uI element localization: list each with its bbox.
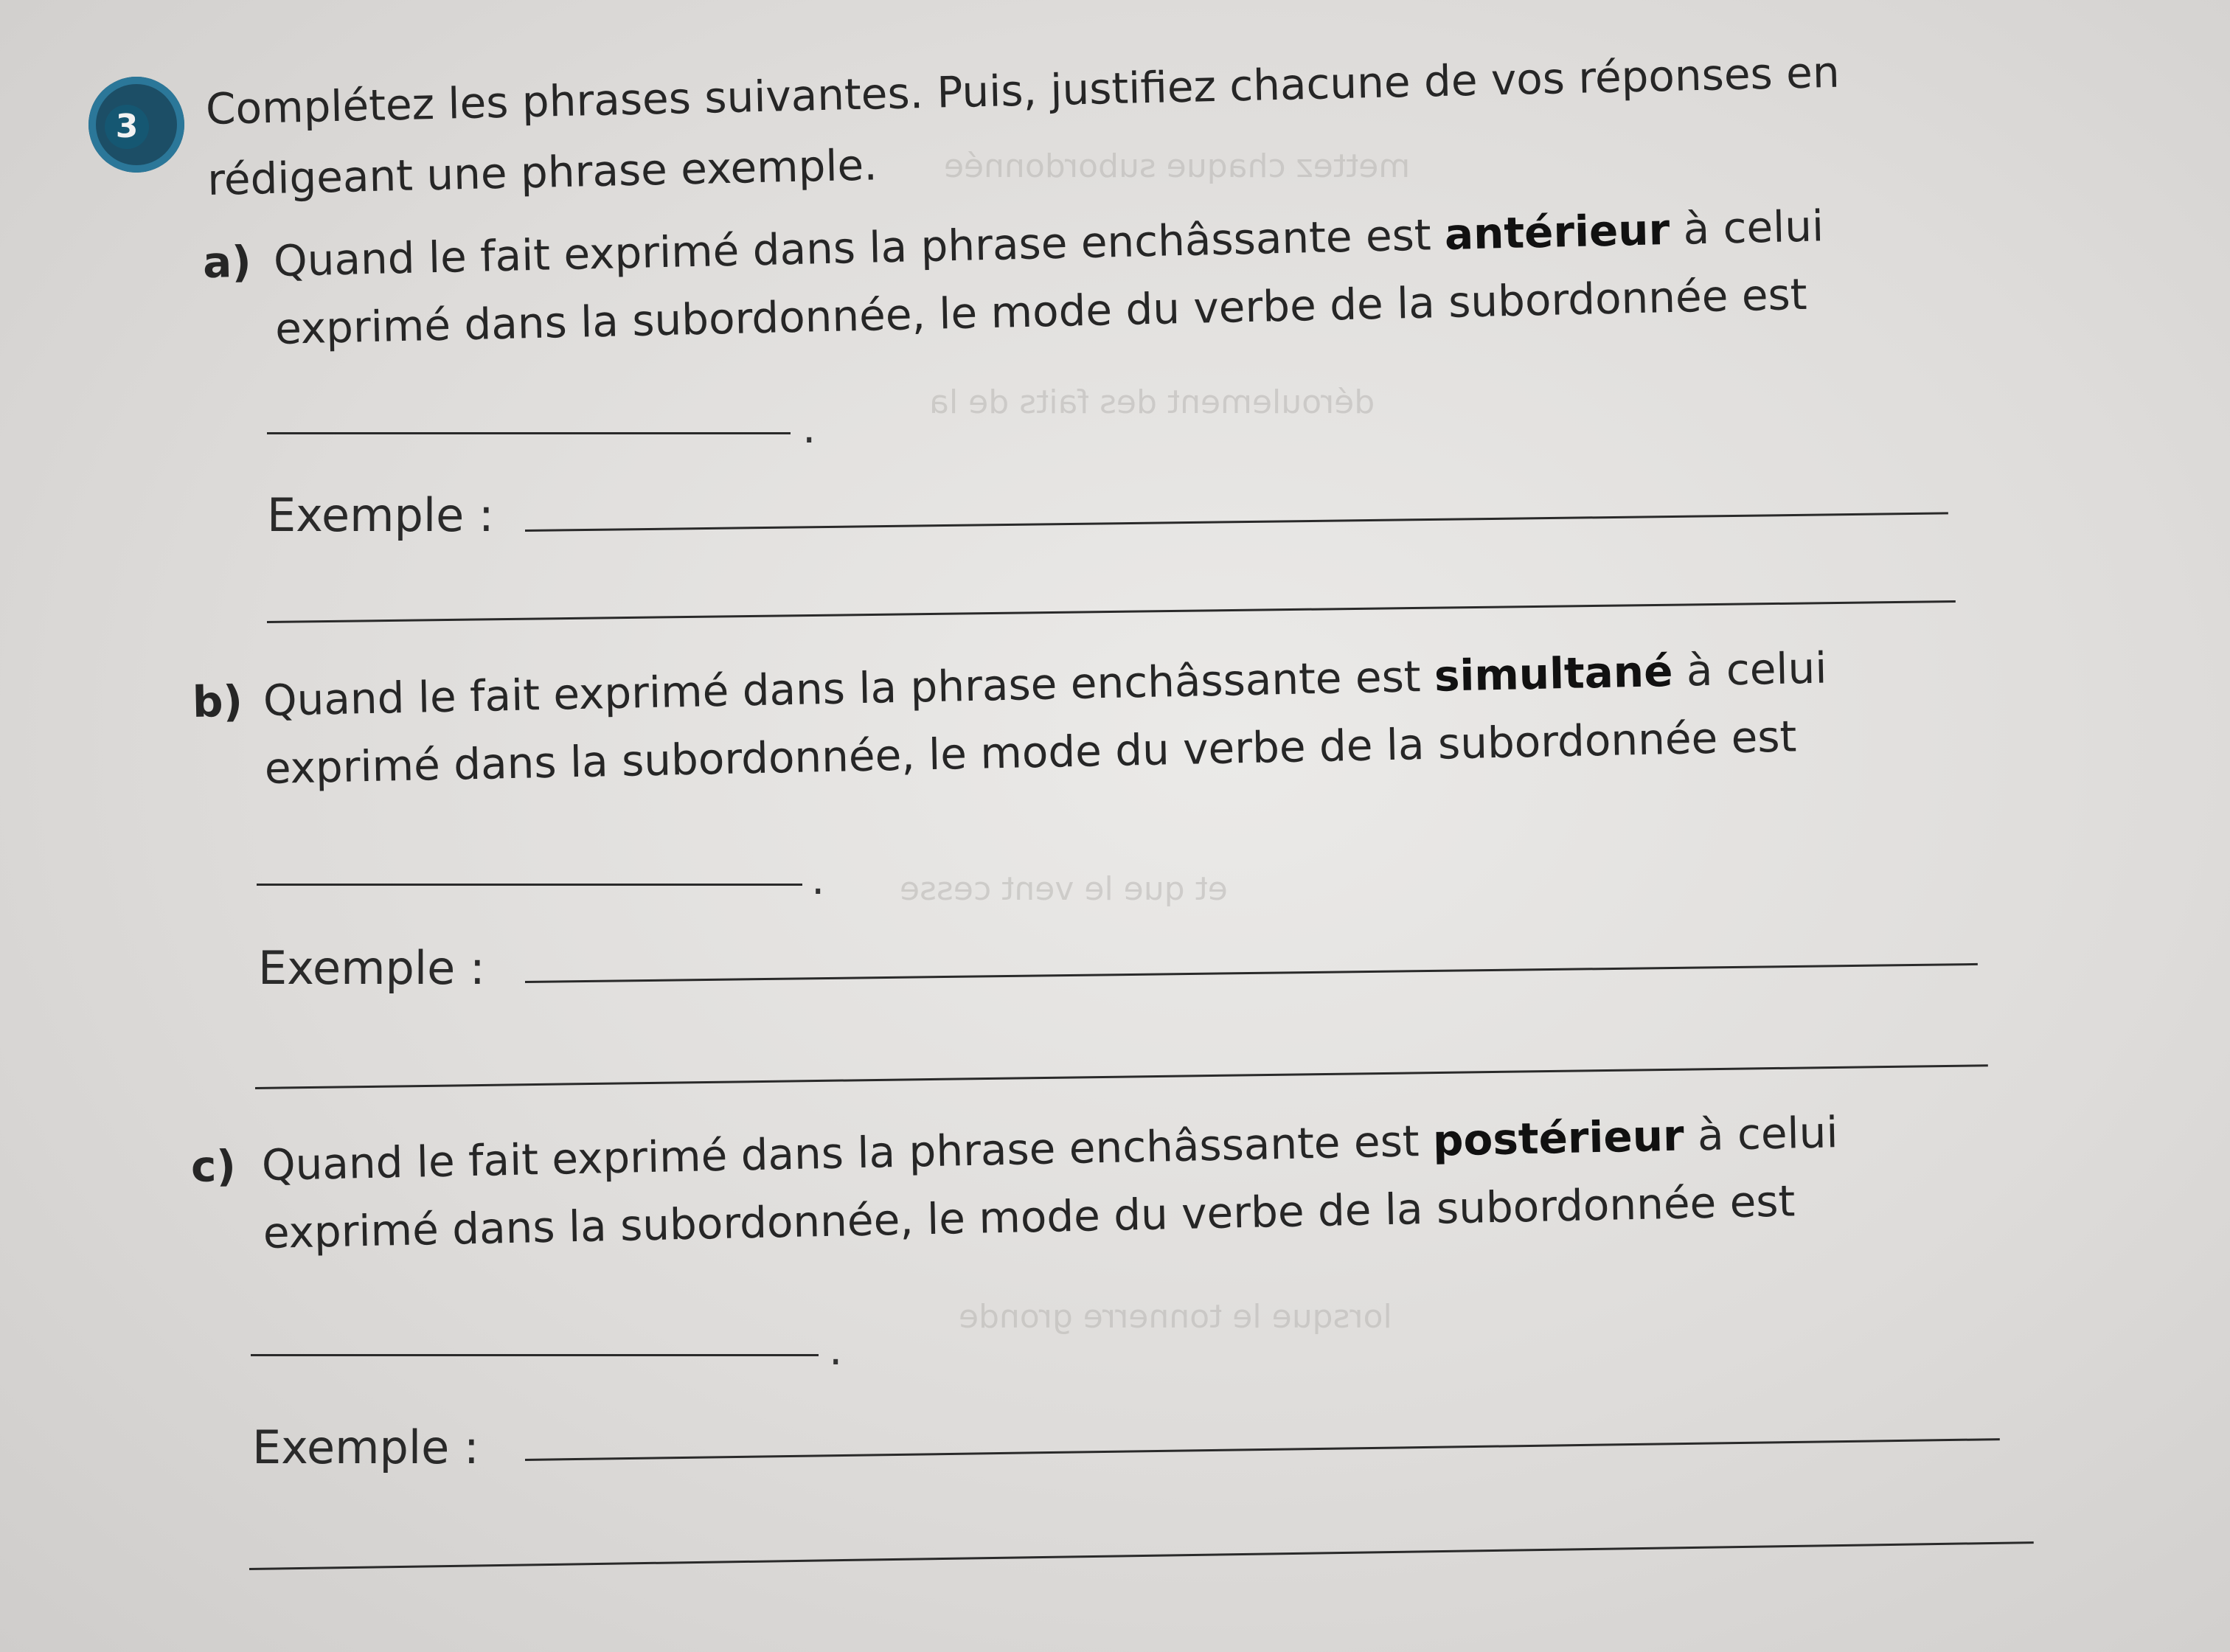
bleed-through-texture: lorsque le tonnerre gronde <box>959 1298 1392 1336</box>
exercise-number-badge <box>88 77 184 173</box>
example-line-2[interactable] <box>249 1541 2034 1570</box>
answer-mode-blank[interactable] <box>267 432 791 434</box>
item-statement: Quand le fait exprimé dans la phrase enchâssante est postérieur à celui exprimé dans la subordonnée, le mode du verbe de la subordonnée est <box>261 1107 1839 1258</box>
example-line-1[interactable] <box>525 963 1978 983</box>
answer-mode-blank[interactable] <box>257 884 802 886</box>
example-line-1[interactable] <box>525 512 1948 532</box>
answer-period: . <box>802 403 816 453</box>
example-line-2[interactable] <box>255 1064 1988 1089</box>
item-letter: b) <box>192 676 243 727</box>
exercise-number: 3 <box>105 105 149 149</box>
answer-mode-blank[interactable] <box>251 1354 819 1356</box>
keyword: antérieur <box>1444 204 1670 260</box>
item-c <box>190 1095 2004 1267</box>
example-label: Exemple : <box>252 1420 479 1474</box>
answer-period: . <box>811 854 825 904</box>
example-label: Exemple : <box>267 488 494 542</box>
bleed-through-texture: mettez chaque subordonnée <box>944 148 1411 185</box>
example-line-2[interactable] <box>267 600 1956 623</box>
exercise-instruction: Complétez les phrases suivantes. Puis, justifiez chacune de vos réponses en rédigeant une phrase exemple. <box>205 46 1841 205</box>
keyword: postérieur <box>1432 1110 1685 1166</box>
example-line-1[interactable] <box>525 1438 2000 1461</box>
bleed-through-texture: et que le vent cesse <box>900 870 1228 908</box>
item-statement: Quand le fait exprimé dans la phrase enchâssante est simultané à celui exprimé dans la subordonnée, le mode du verbe de la subordonnée est <box>263 642 1828 794</box>
keyword: simultané <box>1434 645 1674 701</box>
item-a <box>202 190 1942 363</box>
item-b <box>192 631 1961 802</box>
answer-period: . <box>829 1325 843 1375</box>
item-statement: Quand le fait exprimé dans la phrase enchâssante est antérieur à celui exprimé dans la subordonnée, le mode du verbe de la subordonnée est <box>273 201 1824 354</box>
bleed-through-texture: déroulement des faits de la <box>929 384 1375 421</box>
item-letter: a) <box>202 236 252 288</box>
example-label: Exemple : <box>258 941 485 995</box>
item-letter: c) <box>190 1140 237 1192</box>
